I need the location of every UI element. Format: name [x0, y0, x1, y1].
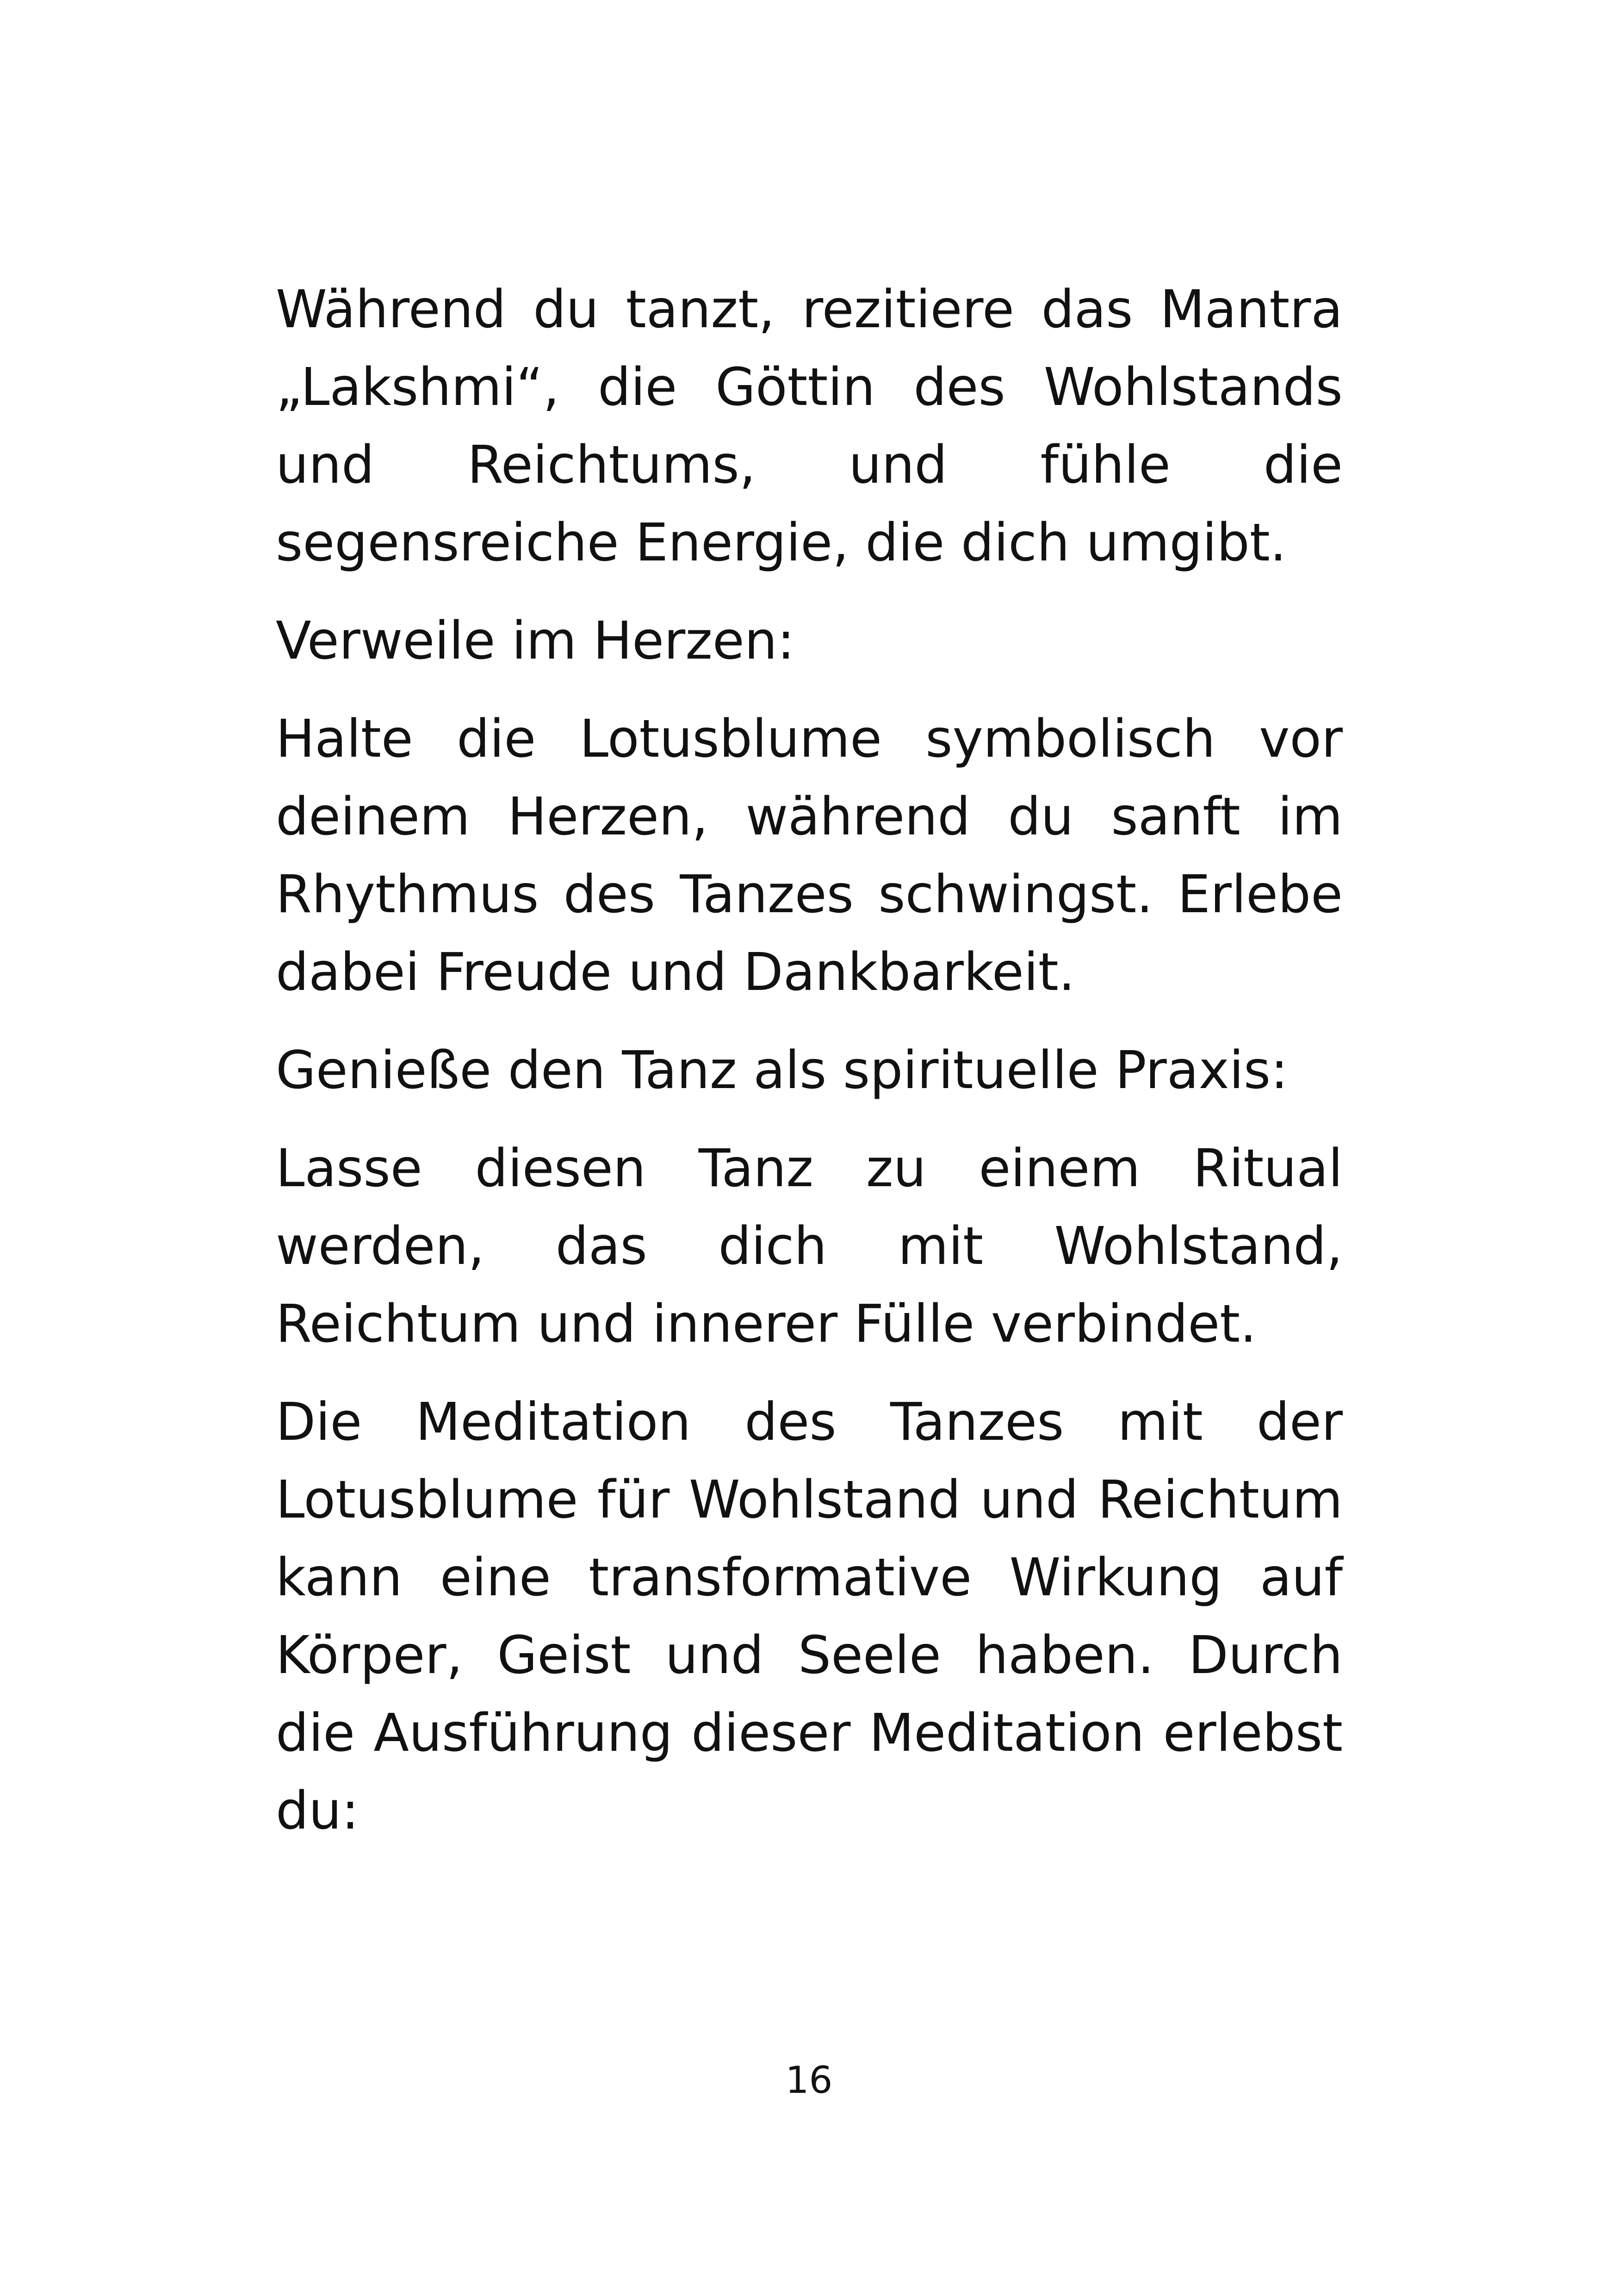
paragraph-meditation-wirkung: Die Meditation des Tanzes mit der Lotusblume für Wohlstand und Reichtum kann eine transformative Wirkung auf Körper, Geist und Seele haben. Durch die Ausführung dieser Meditation erlebst du:	[276, 1392, 1343, 1841]
subheading-spirituelle-praxis: Genieße den Tanz als spirituelle Praxis:	[276, 1040, 1288, 1101]
page-body	[276, 271, 1343, 1870]
subheading-verweile-im-herzen: Verweile im Herzen:	[276, 611, 795, 671]
paragraph-ritual: Lasse diesen Tanz zu einem Ritual werden, das dich mit Wohlstand, Reichtum und innerer Fülle verbindet.	[276, 1139, 1343, 1354]
paragraph-lotusblume-herzen: Halte die Lotusblume symbolisch vor deinem Herzen, während du sanft im Rhythmus des Tanzes schwingst. Erlebe dabei Freude und Dankbarkeit.	[276, 709, 1343, 1002]
page-number: 16	[785, 2059, 833, 2102]
paragraph-mantra-lakshmi: Während du tanzt, rezitiere das Mantra „Lakshmi“, die Göttin des Wohlstands und Reichtums, und fühle die segensreiche Energie, die dich umgibt.	[276, 280, 1343, 573]
